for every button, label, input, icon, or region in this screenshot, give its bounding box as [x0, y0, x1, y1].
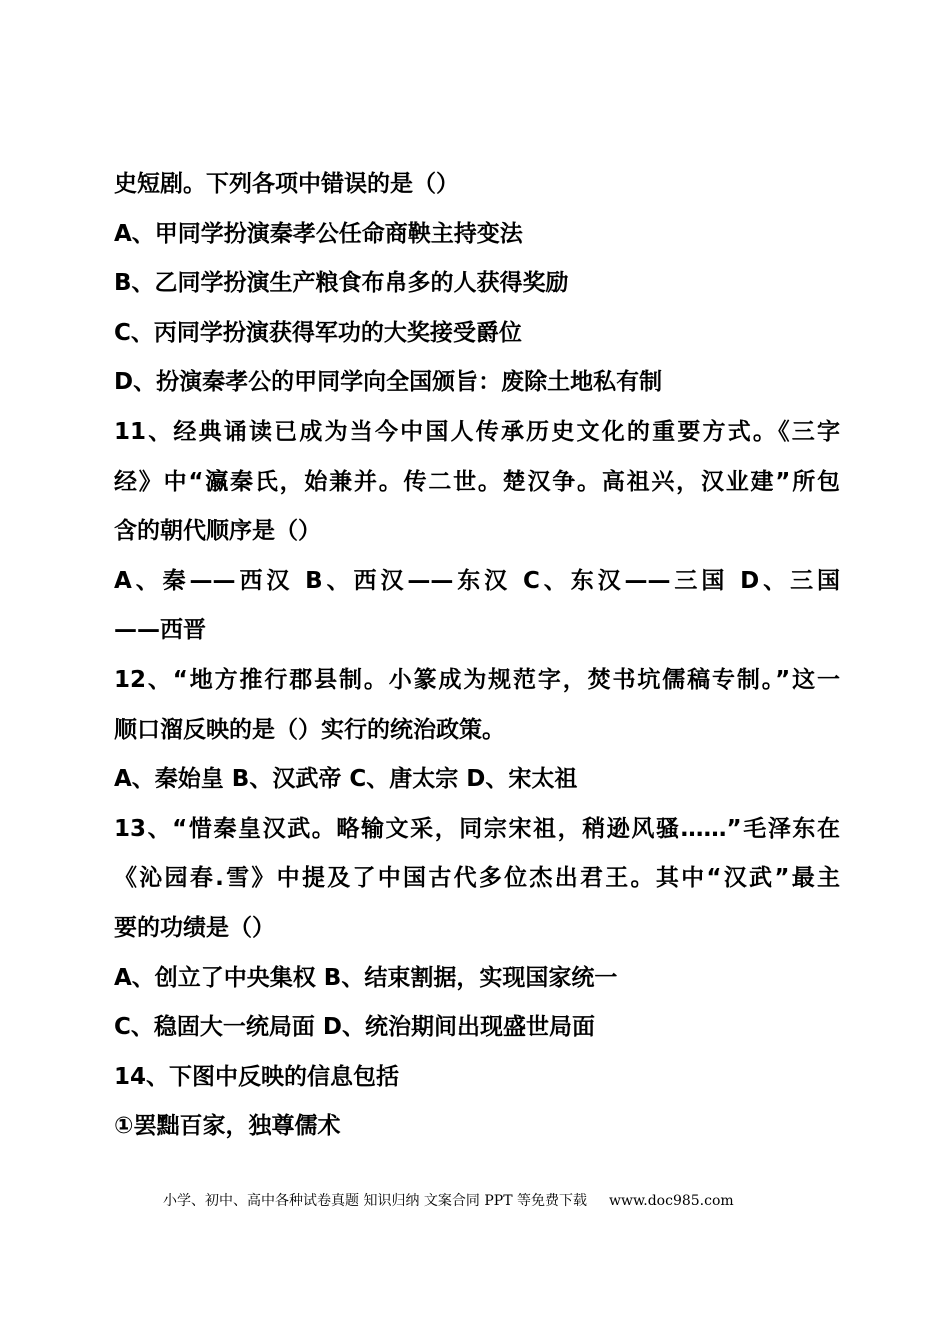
- question-line: 要的功绩是（）: [114, 914, 275, 941]
- question-line: 含的朝代顺序是（）: [114, 518, 321, 545]
- option-line: A、秦——西汉 B、西汉——东汉 C、东汉——三国 D、三国: [114, 567, 840, 594]
- question-line: 经》中“瀛秦氏，始兼并。传二世。楚汉争。高祖兴，汉业建”所包: [114, 468, 840, 495]
- option-line: ——西晋: [114, 617, 206, 644]
- question-line: 11、经典诵读已成为当今中国人传承历史文化的重要方式。《三字: [114, 418, 840, 445]
- footer-url: www.doc985.com: [608, 1193, 734, 1209]
- option-line: A、创立了中央集权 B、结束割据，实现国家统一: [114, 964, 618, 991]
- question-line: 14、下图中反映的信息包括: [114, 1063, 400, 1090]
- question-line: 13、“惜秦皇汉武。略输文采，同宗宋祖，稍逊风骚……”毛泽东在: [114, 815, 840, 842]
- option-line: A、甲同学扮演秦孝公任命商鞅主持变法: [114, 220, 523, 247]
- footer-text: 小学、初中、高中各种试卷真题 知识归纳 文案合同 PPT 等免费下载: [163, 1193, 587, 1209]
- option-line: A、秦始皇 B、汉武帝 C、唐太宗 D、宋太祖: [114, 766, 578, 793]
- question-line: 12、“地方推行郡县制。小篆成为规范字，焚书坑儒稿专制。”这一: [114, 666, 840, 693]
- document-body: [114, 160, 840, 1152]
- question-line: 顺口溜反映的是（）实行的统治政策。: [114, 716, 505, 743]
- option-line: C、稳固大一统局面 D、统治期间出现盛世局面: [114, 1014, 595, 1041]
- question-line: 《沁园春.雪》中提及了中国古代多位杰出君王。其中“汉武”最主: [114, 865, 840, 892]
- option-line: D、扮演秦孝公的甲同学向全国颁旨：废除土地私有制: [114, 369, 663, 396]
- text-line: 史短剧。下列各项中错误的是（）: [114, 171, 459, 197]
- option-line: B、乙同学扮演生产粮食布帛多的人获得奖励: [114, 270, 569, 297]
- page-footer: [163, 1190, 734, 1212]
- option-line: ①罢黜百家，独尊儒术: [114, 1113, 341, 1140]
- option-line: C、丙同学扮演获得军功的大奖接受爵位: [114, 319, 522, 346]
